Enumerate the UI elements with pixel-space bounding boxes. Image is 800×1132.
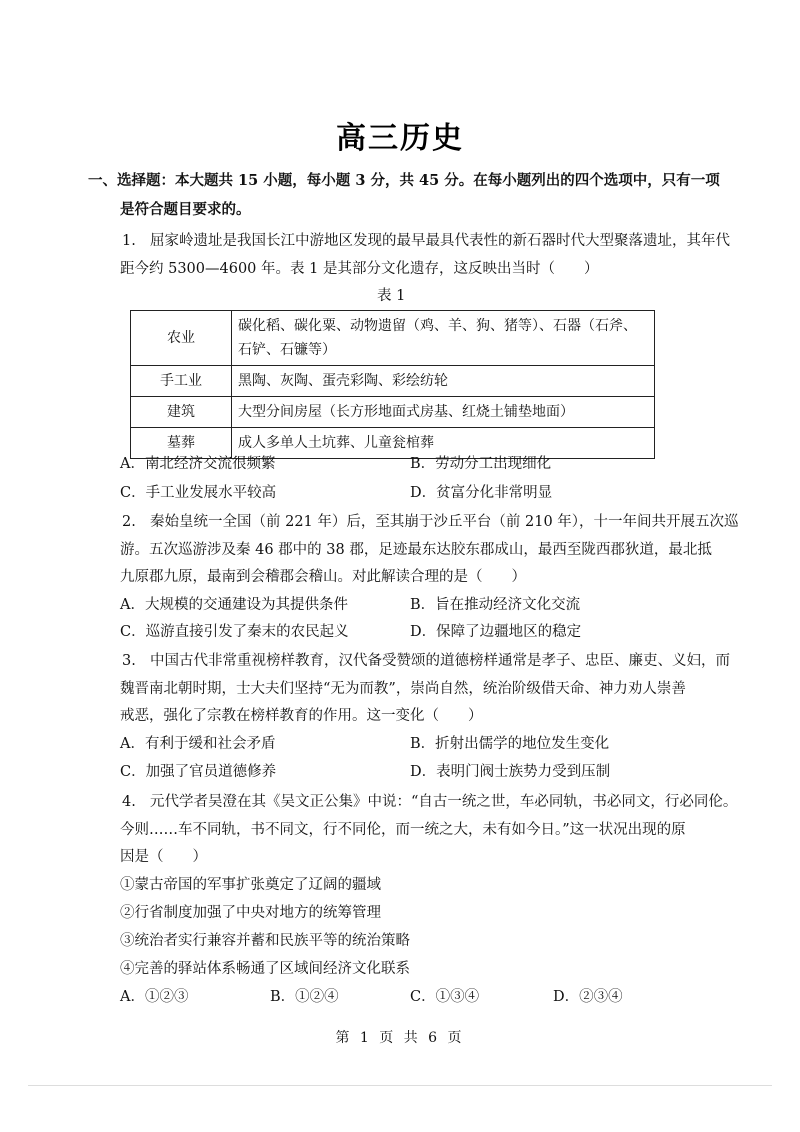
table-cell-category: 建筑 (131, 397, 232, 428)
table-row (131, 366, 655, 397)
table-cell-content: 大型分间房屋（长方形地面式房基、红烧土铺垫地面） (232, 397, 655, 428)
table-cell-category: 墓葬 (131, 428, 232, 459)
page-footer: 第 1 页 共 6 页 (335, 1030, 465, 1046)
question-text: 中国古代非常重视榜样教育，汉代备受赞颂的道德榜样通常是孝子、忠臣、廉吏、义妇，而 (150, 653, 730, 669)
question-text: 今则……车不同轨，书不同文，行不同伦，而一统之大，未有如今日。”这一状况出现的原 (120, 822, 686, 838)
section-heading-cont: 是符合题目要求的。 (120, 201, 251, 218)
option-a[interactable]: A．大规模的交通建设为其提供条件 (120, 597, 348, 613)
table-cell-content: 成人多单人土坑葬、儿童瓮棺葬 (232, 428, 655, 459)
option-d[interactable]: D．贫富分化非常明显 (410, 485, 553, 501)
table-row (131, 397, 655, 428)
option-d[interactable]: D．②③④ (553, 989, 623, 1005)
option-b[interactable]: B．①②④ (270, 989, 339, 1005)
table-cell-category: 农业 (131, 311, 232, 366)
question-text: 元代学者吴澄在其《吴文正公集》中说：“自古一统之世，车必同轨，书必同文，行必同伦。 (150, 794, 738, 810)
option-d[interactable]: D．表明门阀士族势力受到压制 (410, 764, 611, 780)
option-b[interactable]: B．折射出儒学的地位发生变化 (410, 736, 610, 752)
statement-item: ③统治者实行兼容并蓄和民族平等的统治策略 (120, 933, 410, 949)
option-c[interactable]: C．加强了官员道德修养 (120, 764, 277, 780)
table-caption: 表 1 (377, 288, 406, 304)
table-cell-content: 碳化稻、碳化粟、动物遗留（鸡、羊、狗、猪等）、石器（石斧、石铲、石镰等） (232, 311, 655, 366)
question-text: 秦始皇统一全国（前 221 年）后，至其崩于沙丘平台（前 210 年），十一年间共开展五次巡 (150, 514, 739, 530)
question-text: 游。五次巡游涉及秦 46 郡中的 38 郡，足迹最东达胶东郡成山，最西至陇西郡狄道，最北抵 (120, 542, 712, 558)
option-c[interactable]: C．手工业发展水平较高 (120, 485, 277, 501)
question-text: 距今约 5300—4600 年。表 1 是其部分文化遗存，这反映出当时（ ） (120, 261, 599, 277)
option-d[interactable]: D．保障了边疆地区的稳定 (410, 624, 582, 640)
option-b[interactable]: B．劳动分工出现细化 (410, 456, 552, 472)
option-a[interactable]: A．有利于缓和社会矛盾 (120, 736, 276, 752)
statement-item: ②行省制度加强了中央对地方的统筹管理 (120, 905, 381, 921)
table-cell-category: 手工业 (131, 366, 232, 397)
option-c[interactable]: C．①③④ (410, 989, 480, 1005)
question-number: 2. (122, 514, 136, 530)
question-number: 3. (122, 653, 136, 669)
page-title: 高三历史 (336, 121, 464, 156)
question-text: 因是（ ） (120, 849, 207, 865)
question-text: 戒恶，强化了宗教在榜样教育的作用。这一变化（ ） (120, 708, 483, 724)
option-a[interactable]: A．南北经济交流很频繁 (120, 456, 276, 472)
question-text: 屈家岭遗址是我国长江中游地区发现的最早最具代表性的新石器时代大型聚落遗址，其年代 (150, 233, 730, 249)
question-number: 1. (122, 233, 136, 249)
culture-table (130, 310, 655, 459)
option-b[interactable]: B．旨在推动经济文化交流 (410, 597, 581, 613)
table-cell-content: 黑陶、灰陶、蛋壳彩陶、彩绘纺轮 (232, 366, 655, 397)
statement-item: ④完善的驿站体系畅通了区域间经济文化联系 (120, 961, 410, 977)
table-row (131, 311, 655, 366)
option-c[interactable]: C．巡游直接引发了秦末的农民起义 (120, 624, 349, 640)
scan-edge-divider (28, 1085, 772, 1086)
option-a[interactable]: A．①②③ (120, 989, 189, 1005)
section-heading: 一、选择题：本大题共 15 小题，每小题 3 分，共 45 分。在每小题列出的四个选项中，只有一项 (88, 172, 720, 189)
question-text: 九原郡九原，最南到会稽郡会稽山。对此解读合理的是（ ） (120, 569, 526, 585)
question-text: 魏晋南北朝时期，士大夫们坚持“无为而教”，崇尚自然，统治阶级借天命、神力劝人崇善 (120, 681, 686, 697)
statement-item: ①蒙古帝国的军事扩张奠定了辽阔的疆域 (120, 877, 381, 893)
question-number: 4. (122, 794, 136, 810)
